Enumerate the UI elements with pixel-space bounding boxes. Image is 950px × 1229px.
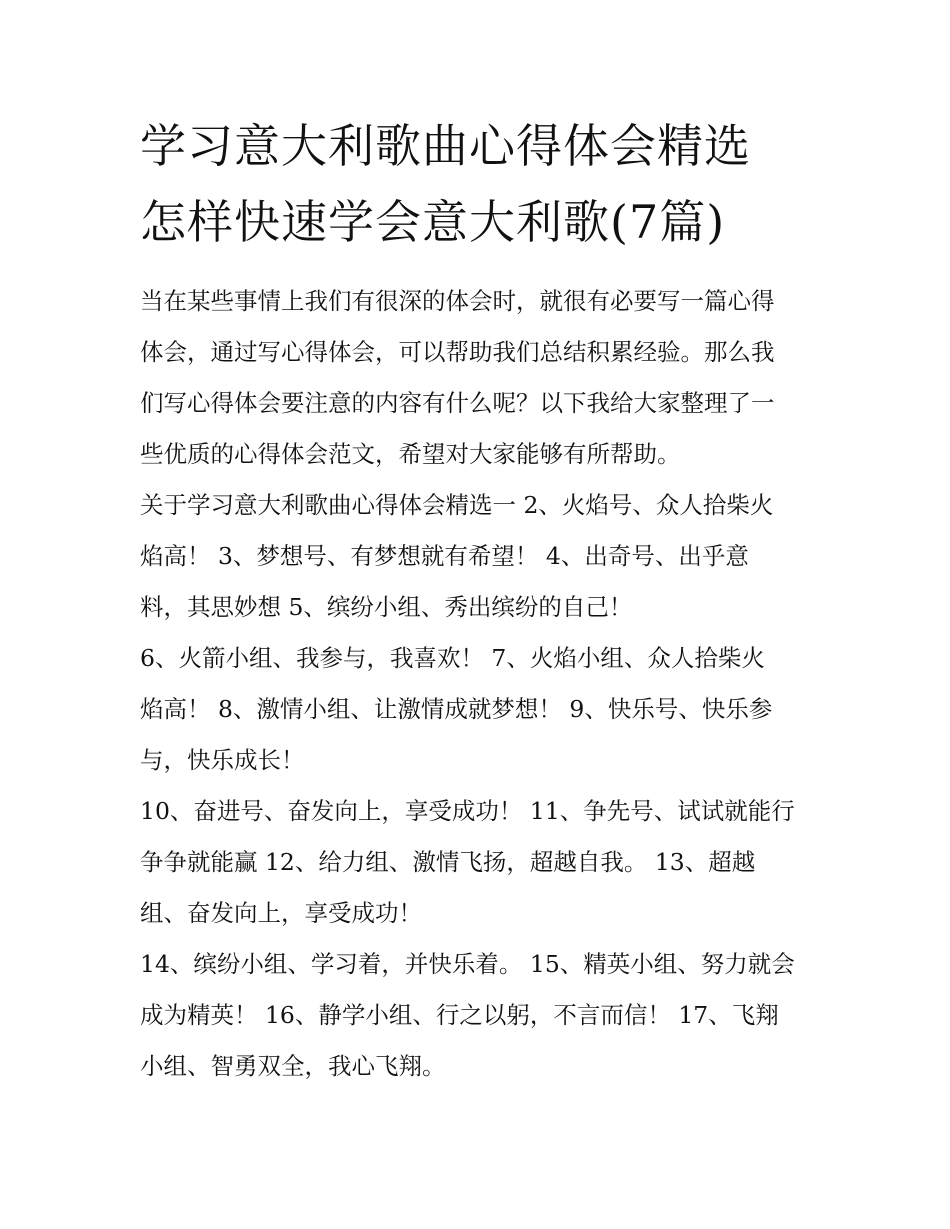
paragraph-line: 焰高！ 3、梦想号、有梦想就有希望！ 4、出奇号、出乎意 [140, 542, 749, 570]
document-title [140, 108, 820, 260]
document-body [140, 276, 820, 1092]
title-line: 怎样快速学会意大利歌(7篇) [140, 195, 726, 249]
paragraph-line: 们写心得体会要注意的内容有什么呢？以下我给大家整理了一 [140, 389, 775, 417]
paragraph-items-6-9 [140, 633, 820, 786]
title-line: 学习意大利歌曲心得体会精选 [140, 119, 751, 173]
paragraph-items-10-13 [140, 786, 820, 939]
paragraph-line: 14、缤纷小组、学习着，并快乐着。 15、精英小组、努力就会 [140, 950, 795, 978]
paragraph-line: 当在某些事情上我们有很深的体会时，就很有必要写一篇心得 [140, 287, 775, 315]
paragraph-line: 料，其思妙想 5、缤纷小组、秀出缤纷的自己！ [140, 593, 633, 621]
paragraph-line: 些优质的心得体会范文，希望对大家能够有所帮助。 [140, 440, 681, 468]
paragraph-line: 成为精英！ 16、静学小组、行之以躬，不言而信！ 17、飞翔 [140, 1001, 779, 1029]
paragraph-items-14-17 [140, 939, 820, 1092]
paragraph-line: 焰高！ 8、激情小组、让激情成就梦想！ 9、快乐号、快乐参 [140, 695, 773, 723]
paragraph-line: 组、奋发向上，享受成功！ [140, 899, 422, 927]
paragraph-line: 10、奋进号、奋发向上，享受成功！ 11、争先号、试试就能行 [140, 797, 795, 825]
paragraph-intro [140, 276, 820, 480]
paragraph-line: 争争就能赢 12、给力组、激情飞扬，超越自我。 13、超越 [140, 848, 756, 876]
paragraph-line: 6、火箭小组、我参与，我喜欢！ 7、火焰小组、众人拾柴火 [140, 644, 765, 672]
paragraph-line: 小组、智勇双全，我心飞翔。 [140, 1052, 446, 1080]
paragraph-line: 关于学习意大利歌曲心得体会精选一 2、火焰号、众人拾柴火 [140, 491, 774, 519]
paragraph-section-one [140, 480, 820, 633]
paragraph-line: 与，快乐成长！ [140, 746, 305, 774]
paragraph-line: 体会，通过写心得体会，可以帮助我们总结积累经验。那么我 [140, 338, 775, 366]
